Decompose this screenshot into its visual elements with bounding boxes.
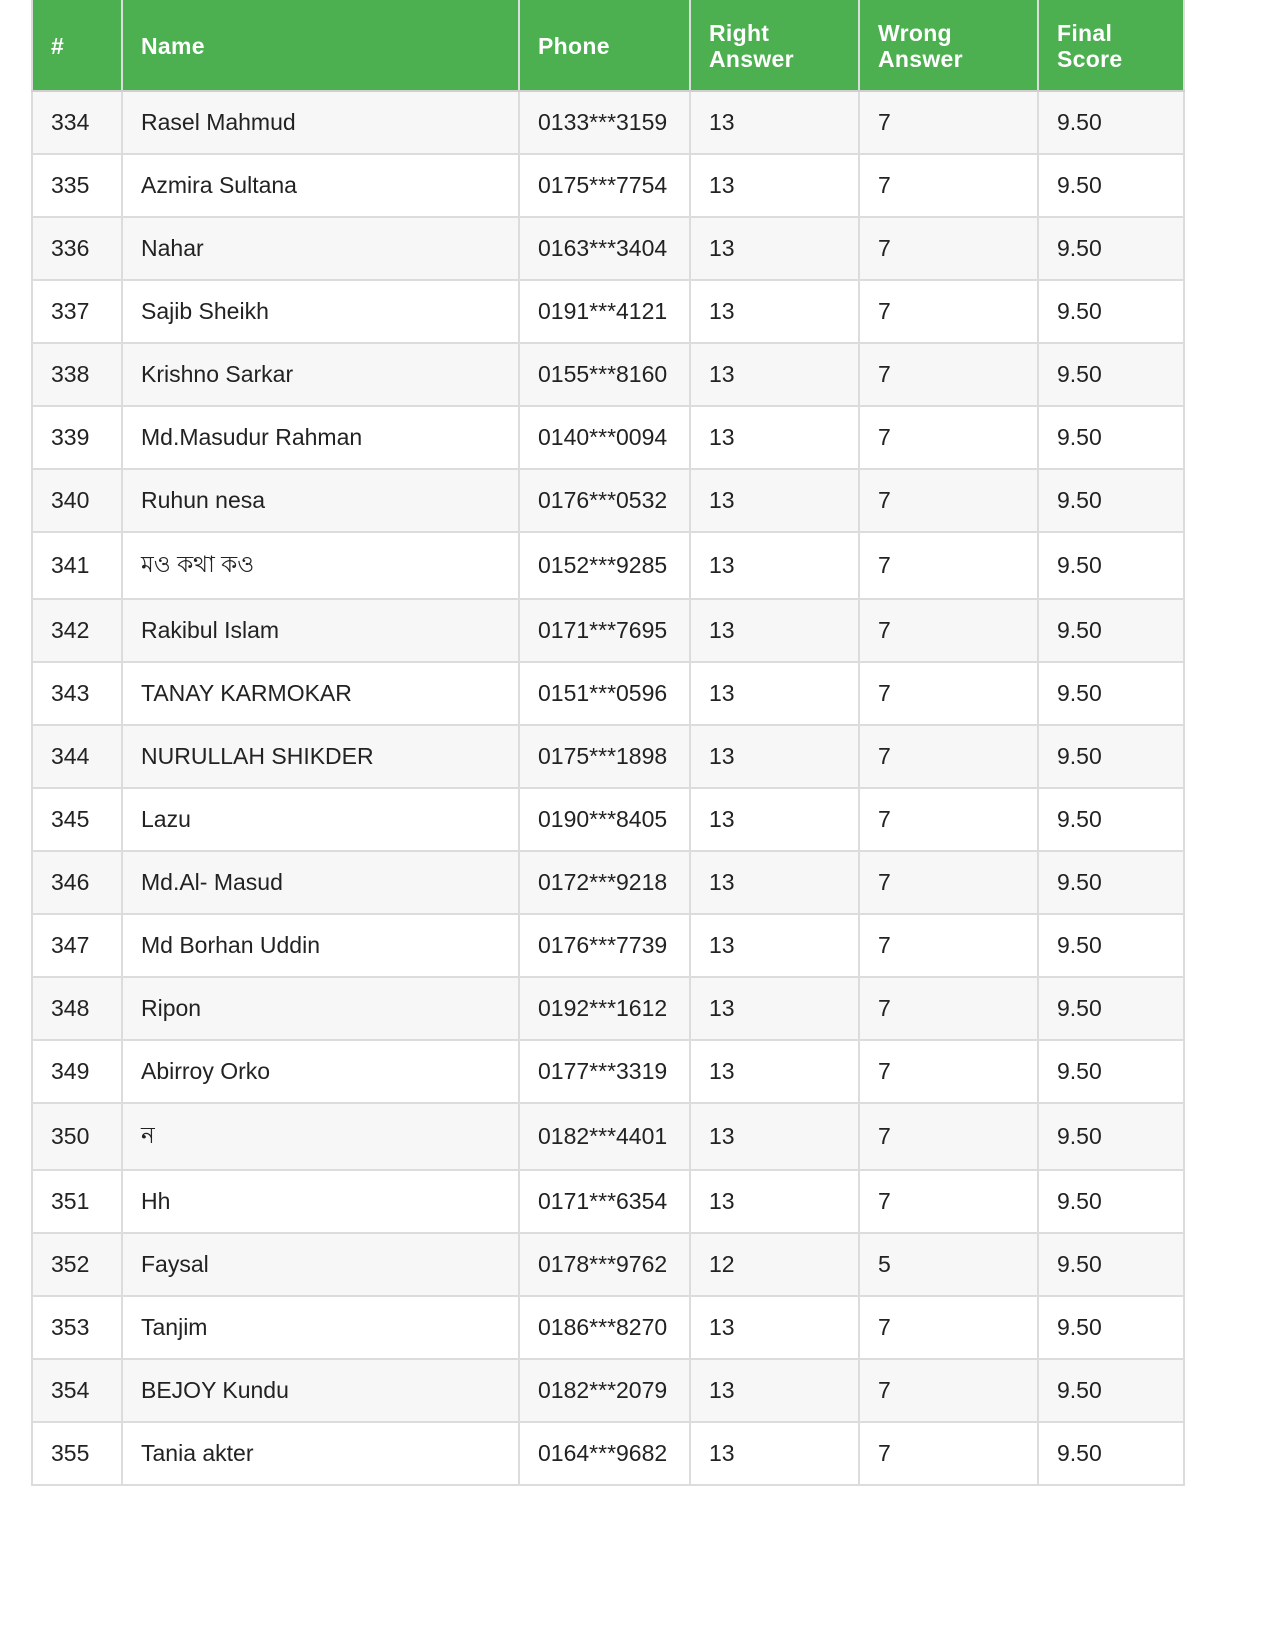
cell-final-score: 9.50 — [1038, 1233, 1184, 1296]
cell-number: 341 — [32, 532, 122, 599]
column-header-phone-label: Phone — [538, 32, 610, 59]
cell-name: Hh — [122, 1170, 519, 1233]
cell-phone: 0182***2079 — [519, 1359, 690, 1422]
cell-number: 348 — [32, 977, 122, 1040]
table-row — [32, 662, 1184, 725]
cell-number: 338 — [32, 343, 122, 406]
cell-final-score: 9.50 — [1038, 91, 1184, 154]
cell-wrong-answer: 7 — [859, 725, 1038, 788]
table-row — [32, 788, 1184, 851]
column-header-name — [122, 1, 519, 92]
cell-phone: 0192***1612 — [519, 977, 690, 1040]
cell-final-score: 9.50 — [1038, 1040, 1184, 1103]
cell-final-score: 9.50 — [1038, 977, 1184, 1040]
cell-name: Md.Al- Masud — [122, 851, 519, 914]
cell-number: 344 — [32, 725, 122, 788]
cell-right-answer: 13 — [690, 91, 859, 154]
cell-number: 351 — [32, 1170, 122, 1233]
cell-phone: 0151***0596 — [519, 662, 690, 725]
cell-phone: 0175***1898 — [519, 725, 690, 788]
cell-wrong-answer: 7 — [859, 1170, 1038, 1233]
column-header-right-answer-line2: Answer — [709, 45, 794, 72]
cell-name: Md Borhan Uddin — [122, 914, 519, 977]
cell-final-score: 9.50 — [1038, 343, 1184, 406]
column-header-final-score-line1: Final — [1057, 19, 1113, 46]
table-row — [32, 1040, 1184, 1103]
cell-final-score: 9.50 — [1038, 154, 1184, 217]
cell-name: Krishno Sarkar — [122, 343, 519, 406]
cell-final-score: 9.50 — [1038, 1170, 1184, 1233]
cell-phone: 0155***8160 — [519, 343, 690, 406]
column-header-wrong-answer-line2: Answer — [878, 45, 963, 72]
table-row — [32, 1103, 1184, 1170]
cell-phone: 0152***9285 — [519, 532, 690, 599]
table-row — [32, 1233, 1184, 1296]
table-row — [32, 280, 1184, 343]
cell-phone: 0190***8405 — [519, 788, 690, 851]
cell-right-answer: 13 — [690, 662, 859, 725]
cell-number: 354 — [32, 1359, 122, 1422]
cell-right-answer: 13 — [690, 532, 859, 599]
cell-wrong-answer: 7 — [859, 1103, 1038, 1170]
cell-wrong-answer: 7 — [859, 788, 1038, 851]
cell-name: Rakibul Islam — [122, 599, 519, 662]
table-row — [32, 977, 1184, 1040]
cell-final-score: 9.50 — [1038, 914, 1184, 977]
cell-final-score: 9.50 — [1038, 788, 1184, 851]
table-row — [32, 154, 1184, 217]
table-row — [32, 1296, 1184, 1359]
cell-number: 347 — [32, 914, 122, 977]
cell-final-score: 9.50 — [1038, 1422, 1184, 1485]
cell-number: 336 — [32, 217, 122, 280]
cell-number: 339 — [32, 406, 122, 469]
cell-number: 337 — [32, 280, 122, 343]
column-header-phone — [519, 1, 690, 92]
cell-final-score: 9.50 — [1038, 532, 1184, 599]
table-row — [32, 851, 1184, 914]
cell-phone: 0171***6354 — [519, 1170, 690, 1233]
cell-name: Nahar — [122, 217, 519, 280]
cell-right-answer: 13 — [690, 725, 859, 788]
cell-phone: 0186***8270 — [519, 1296, 690, 1359]
cell-phone: 0175***7754 — [519, 154, 690, 217]
table-row — [32, 914, 1184, 977]
table-row — [32, 91, 1184, 154]
table-row — [32, 1422, 1184, 1485]
cell-final-score: 9.50 — [1038, 599, 1184, 662]
cell-right-answer: 12 — [690, 1233, 859, 1296]
table-row — [32, 599, 1184, 662]
cell-name: Rasel Mahmud — [122, 91, 519, 154]
cell-wrong-answer: 7 — [859, 1296, 1038, 1359]
cell-final-score: 9.50 — [1038, 725, 1184, 788]
cell-right-answer: 13 — [690, 788, 859, 851]
column-header-right-answer — [690, 1, 859, 92]
cell-phone: 0178***9762 — [519, 1233, 690, 1296]
cell-wrong-answer: 7 — [859, 91, 1038, 154]
cell-phone: 0176***7739 — [519, 914, 690, 977]
cell-phone: 0172***9218 — [519, 851, 690, 914]
column-header-number — [32, 1, 122, 92]
table-row — [32, 1359, 1184, 1422]
cell-phone: 0163***3404 — [519, 217, 690, 280]
cell-final-score: 9.50 — [1038, 851, 1184, 914]
cell-wrong-answer: 5 — [859, 1233, 1038, 1296]
cell-wrong-answer: 7 — [859, 977, 1038, 1040]
cell-final-score: 9.50 — [1038, 406, 1184, 469]
cell-right-answer: 13 — [690, 1170, 859, 1233]
cell-name: Md.Masudur Rahman — [122, 406, 519, 469]
cell-name: TANAY KARMOKAR — [122, 662, 519, 725]
column-header-number-label: # — [51, 32, 65, 59]
table-body — [32, 91, 1184, 1485]
cell-final-score: 9.50 — [1038, 469, 1184, 532]
cell-name: BEJOY Kundu — [122, 1359, 519, 1422]
table-row — [32, 343, 1184, 406]
cell-number: 340 — [32, 469, 122, 532]
cell-name: Lazu — [122, 788, 519, 851]
cell-right-answer: 13 — [690, 154, 859, 217]
cell-name: ন — [122, 1103, 519, 1170]
cell-right-answer: 13 — [690, 1359, 859, 1422]
cell-wrong-answer: 7 — [859, 154, 1038, 217]
table-row — [32, 469, 1184, 532]
cell-final-score: 9.50 — [1038, 280, 1184, 343]
cell-name: Ruhun nesa — [122, 469, 519, 532]
cell-name: Sajib Sheikh — [122, 280, 519, 343]
cell-right-answer: 13 — [690, 851, 859, 914]
cell-phone: 0176***0532 — [519, 469, 690, 532]
column-header-name-label: Name — [141, 32, 205, 59]
cell-number: 350 — [32, 1103, 122, 1170]
cell-wrong-answer: 7 — [859, 406, 1038, 469]
cell-right-answer: 13 — [690, 469, 859, 532]
cell-right-answer: 13 — [690, 599, 859, 662]
cell-wrong-answer: 7 — [859, 1359, 1038, 1422]
cell-name: Tania akter — [122, 1422, 519, 1485]
cell-right-answer: 13 — [690, 977, 859, 1040]
cell-number: 345 — [32, 788, 122, 851]
cell-right-answer: 13 — [690, 1422, 859, 1485]
table-row — [32, 725, 1184, 788]
results-table-container — [31, 0, 1183, 1486]
cell-right-answer: 13 — [690, 280, 859, 343]
cell-final-score: 9.50 — [1038, 1103, 1184, 1170]
cell-number: 343 — [32, 662, 122, 725]
cell-phone: 0133***3159 — [519, 91, 690, 154]
cell-name: Faysal — [122, 1233, 519, 1296]
cell-phone: 0171***7695 — [519, 599, 690, 662]
column-header-final-score — [1038, 1, 1184, 92]
cell-number: 349 — [32, 1040, 122, 1103]
cell-phone: 0182***4401 — [519, 1103, 690, 1170]
cell-wrong-answer: 7 — [859, 1040, 1038, 1103]
cell-phone: 0164***9682 — [519, 1422, 690, 1485]
cell-phone: 0140***0094 — [519, 406, 690, 469]
table-row — [32, 532, 1184, 599]
cell-final-score: 9.50 — [1038, 662, 1184, 725]
cell-number: 352 — [32, 1233, 122, 1296]
cell-wrong-answer: 7 — [859, 217, 1038, 280]
cell-name: Ripon — [122, 977, 519, 1040]
cell-wrong-answer: 7 — [859, 532, 1038, 599]
column-header-wrong-answer — [859, 1, 1038, 92]
cell-number: 355 — [32, 1422, 122, 1485]
header-row — [32, 1, 1184, 92]
cell-name: মও কথা কও — [122, 532, 519, 599]
cell-wrong-answer: 7 — [859, 1422, 1038, 1485]
cell-name: Azmira Sultana — [122, 154, 519, 217]
cell-wrong-answer: 7 — [859, 914, 1038, 977]
cell-right-answer: 13 — [690, 217, 859, 280]
table-header — [32, 1, 1184, 92]
table-row — [32, 406, 1184, 469]
column-header-wrong-answer-line1: Wrong — [878, 19, 952, 46]
cell-final-score: 9.50 — [1038, 1359, 1184, 1422]
cell-wrong-answer: 7 — [859, 343, 1038, 406]
cell-right-answer: 13 — [690, 914, 859, 977]
cell-number: 342 — [32, 599, 122, 662]
cell-name: NURULLAH SHIKDER — [122, 725, 519, 788]
cell-wrong-answer: 7 — [859, 469, 1038, 532]
table-row — [32, 217, 1184, 280]
cell-wrong-answer: 7 — [859, 280, 1038, 343]
cell-final-score: 9.50 — [1038, 1296, 1184, 1359]
column-header-final-score-line2: Score — [1057, 45, 1123, 72]
column-header-right-answer-line1: Right — [709, 19, 770, 46]
cell-wrong-answer: 7 — [859, 599, 1038, 662]
cell-number: 346 — [32, 851, 122, 914]
cell-phone: 0191***4121 — [519, 280, 690, 343]
cell-number: 353 — [32, 1296, 122, 1359]
cell-final-score: 9.50 — [1038, 217, 1184, 280]
cell-name: Tanjim — [122, 1296, 519, 1359]
cell-right-answer: 13 — [690, 406, 859, 469]
cell-right-answer: 13 — [690, 1103, 859, 1170]
cell-wrong-answer: 7 — [859, 662, 1038, 725]
cell-right-answer: 13 — [690, 1040, 859, 1103]
cell-wrong-answer: 7 — [859, 851, 1038, 914]
cell-number: 334 — [32, 91, 122, 154]
table-row — [32, 1170, 1184, 1233]
cell-right-answer: 13 — [690, 1296, 859, 1359]
cell-phone: 0177***3319 — [519, 1040, 690, 1103]
cell-name: Abirroy Orko — [122, 1040, 519, 1103]
results-table — [31, 0, 1185, 1486]
cell-right-answer: 13 — [690, 343, 859, 406]
cell-number: 335 — [32, 154, 122, 217]
